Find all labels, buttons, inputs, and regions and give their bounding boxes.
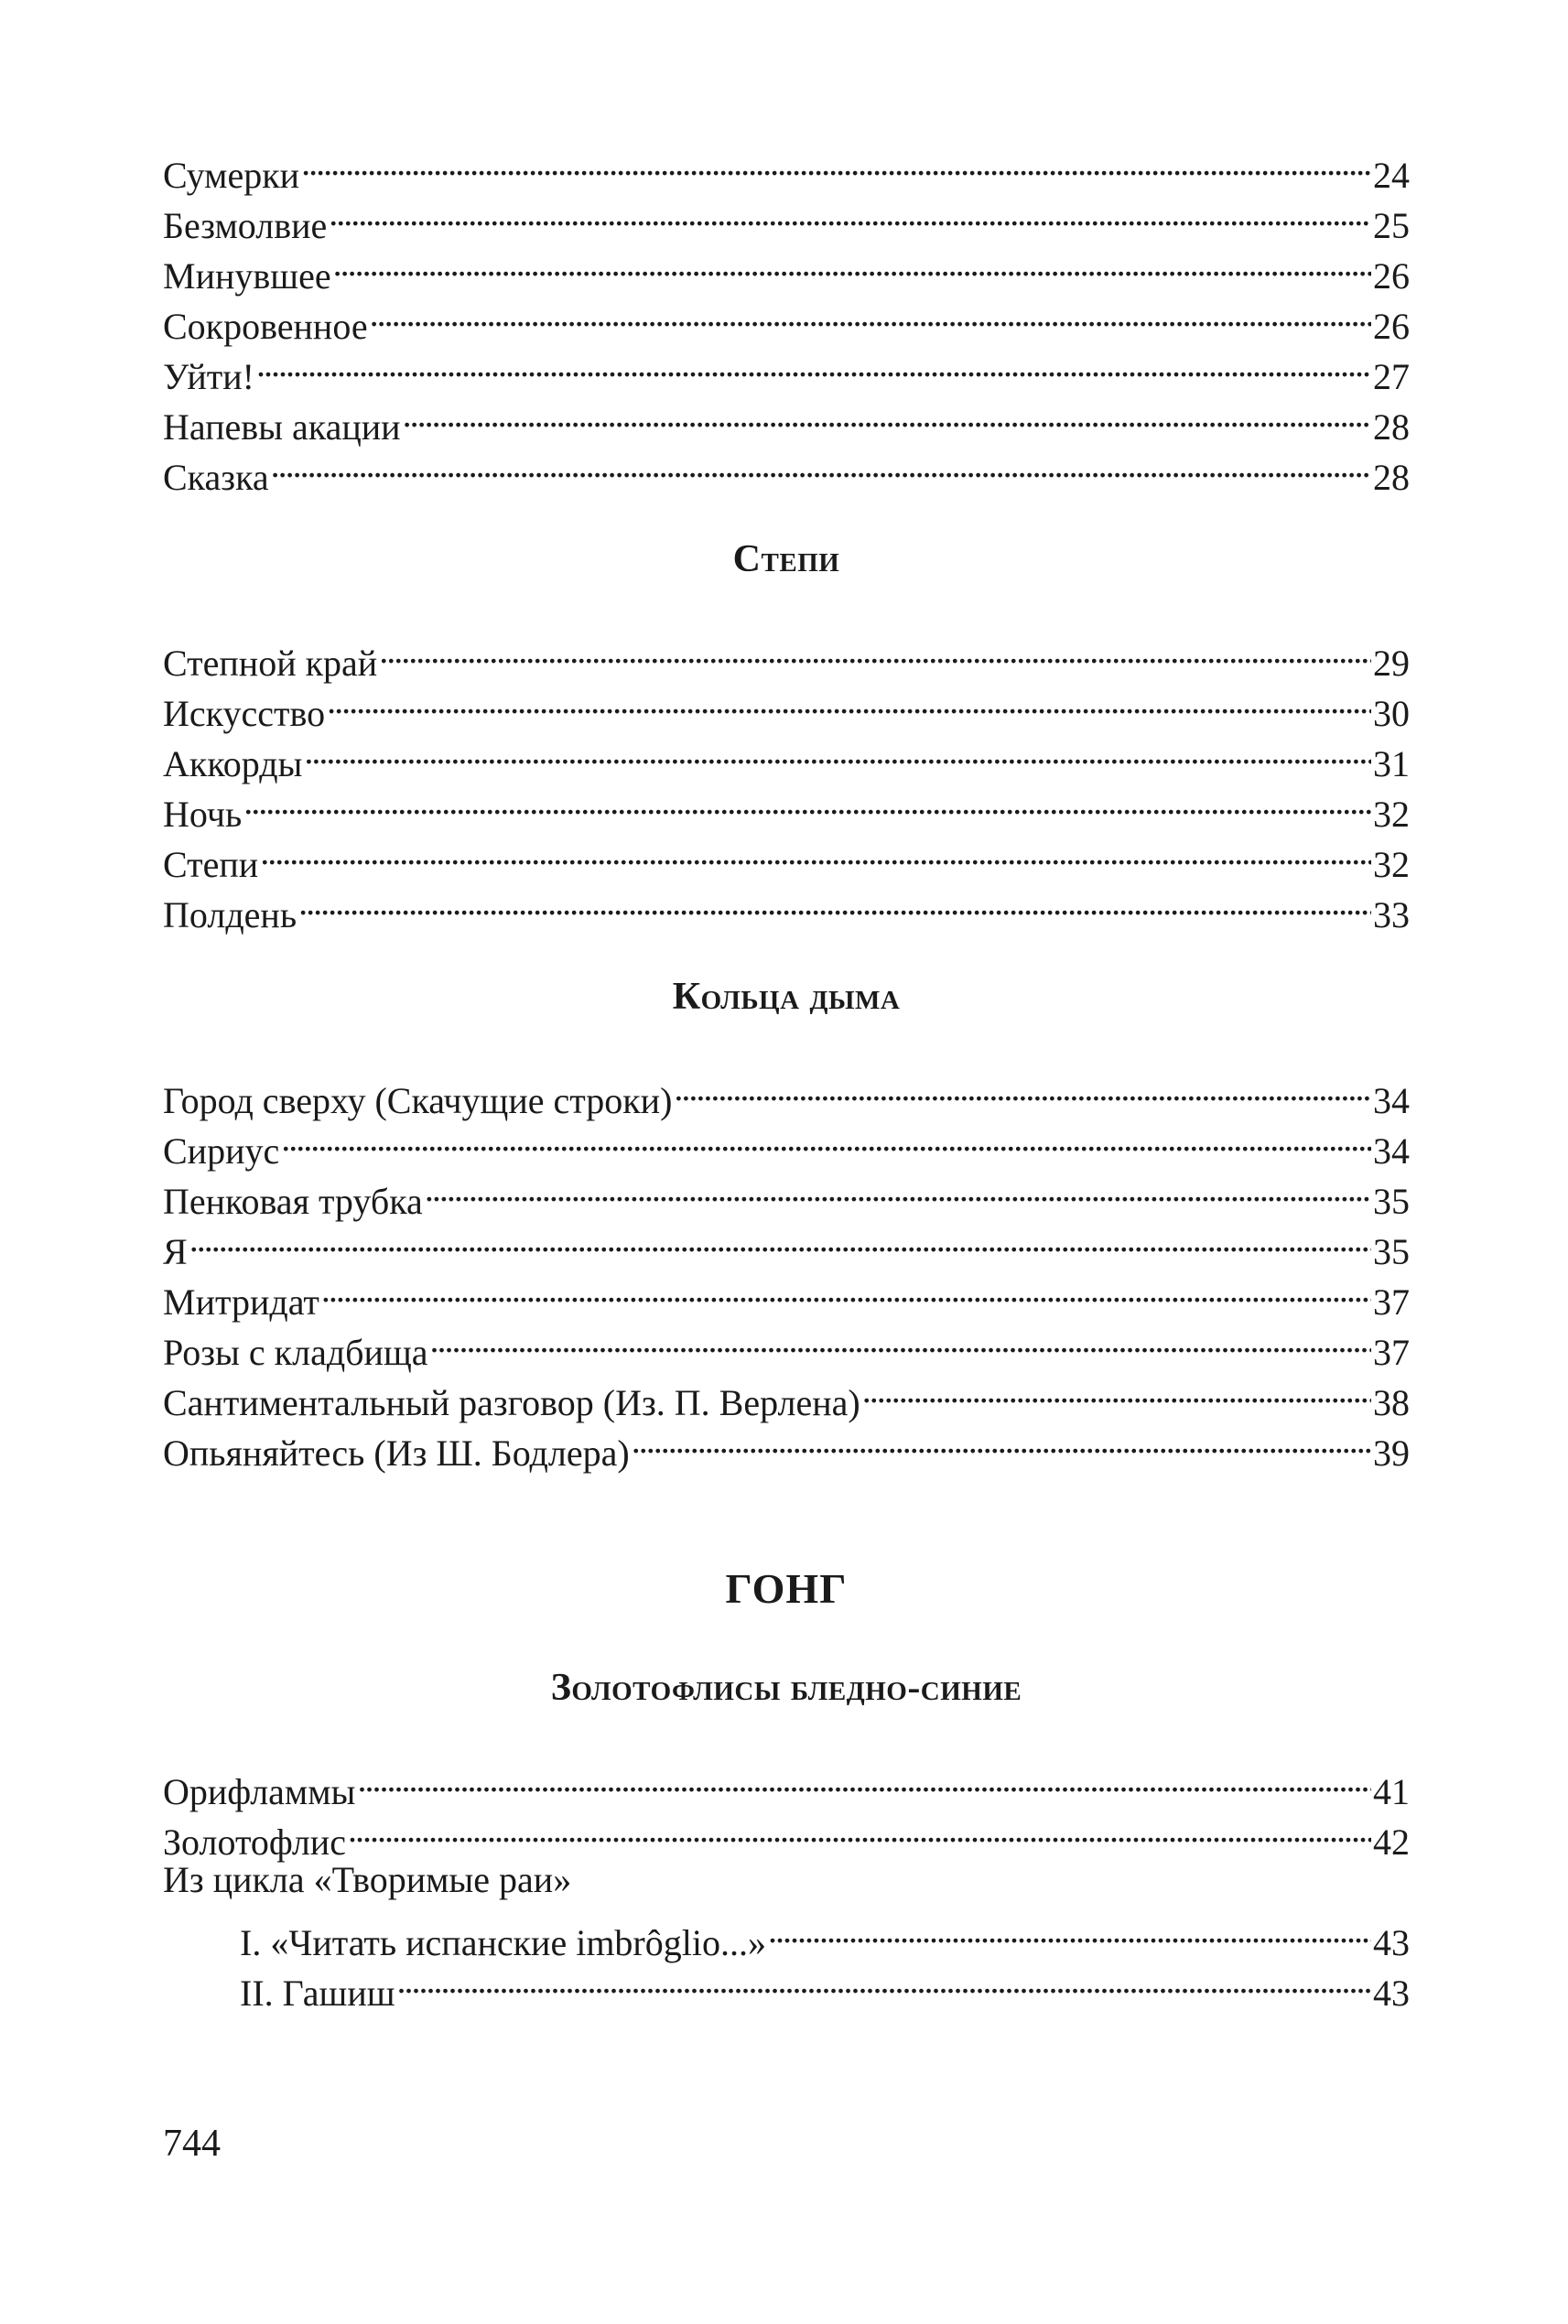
- dot-leader: [768, 1905, 1371, 1955]
- toc-entry-title: I. «Читать испанские imbrôglio...»: [240, 1922, 766, 1963]
- toc-entry-page: 25: [1373, 205, 1410, 246]
- dot-leader: [430, 1314, 1372, 1365]
- toc-entry-title: Уйти!: [163, 356, 254, 397]
- toc-entry-page: 34: [1373, 1080, 1410, 1121]
- toc-entry-title: Орифламмы: [163, 1771, 356, 1812]
- toc-entry: [163, 188, 1410, 246]
- toc-entry-title: Ночь: [163, 794, 243, 835]
- toc-entry-page: 29: [1373, 643, 1410, 684]
- toc-entry-title: Степи: [163, 844, 259, 885]
- toc-entry-page: 32: [1373, 844, 1410, 885]
- toc-entry: [163, 1214, 1410, 1272]
- dot-leader: [403, 389, 1371, 439]
- dot-leader: [397, 1955, 1371, 2005]
- toc-entry-page: 43: [1373, 1973, 1410, 2014]
- toc-entry-title: Город сверху (Скачущие строки): [163, 1080, 673, 1121]
- toc-entry-title: Я: [163, 1231, 188, 1272]
- dot-leader: [189, 1214, 1371, 1264]
- toc-entry-page: 33: [1373, 894, 1410, 935]
- toc-section-stepi: [163, 625, 1410, 935]
- section-heading: Кольца дыма: [672, 976, 901, 1018]
- dot-leader: [370, 288, 1371, 339]
- dot-leader: [862, 1365, 1371, 1415]
- toc-entry: [163, 389, 1410, 448]
- part-heading: ГОНГ: [725, 1565, 848, 1612]
- toc-entry-page: 26: [1373, 255, 1410, 297]
- toc-entry: [163, 776, 1410, 835]
- toc-entry-page: 38: [1373, 1382, 1410, 1423]
- toc-entry-title: Из цикла «Творимые раи»: [163, 1859, 572, 1900]
- toc-entry-title: II. Гашиш: [240, 1973, 395, 2014]
- toc-entry-page: 24: [1373, 155, 1410, 196]
- toc-entry-page: 37: [1373, 1281, 1410, 1323]
- toc-entry-page: 32: [1373, 794, 1410, 835]
- dot-leader: [256, 339, 1371, 389]
- toc-entry-page: 28: [1373, 457, 1410, 498]
- toc-entry-title: Золотофлис: [163, 1821, 346, 1863]
- toc-entry-title: Полдень: [163, 894, 297, 935]
- toc-entry-title: Сказка: [163, 457, 269, 498]
- dot-leader: [260, 827, 1371, 877]
- toc-entry: [163, 339, 1410, 397]
- toc-entry-page: 39: [1373, 1432, 1410, 1474]
- dot-leader: [674, 1063, 1371, 1113]
- dot-leader: [632, 1415, 1371, 1465]
- toc-entry-page: 37: [1373, 1332, 1410, 1373]
- toc-entry-page: 35: [1373, 1181, 1410, 1222]
- section-heading: Степи: [732, 538, 840, 580]
- toc-entry-page: 28: [1373, 406, 1410, 448]
- toc-entry-title: Пенковая трубка: [163, 1181, 423, 1222]
- toc-section-koltsa-dyma: [163, 1063, 1410, 1474]
- toc-entry-page: 26: [1373, 306, 1410, 347]
- toc-entry-title: Минувшее: [163, 255, 331, 297]
- toc-entry-title: Степной край: [163, 643, 378, 684]
- dot-leader: [327, 676, 1371, 726]
- toc-entry: [163, 1113, 1410, 1172]
- toc-entry: [163, 288, 1410, 347]
- toc-entry-title: Аккорды: [163, 743, 303, 784]
- toc-entry-title: Митридат: [163, 1281, 319, 1323]
- toc-entry: [163, 676, 1410, 734]
- toc-entry-page: 43: [1373, 1922, 1410, 1963]
- dot-leader: [304, 726, 1371, 776]
- toc-entry-title: Напевы акации: [163, 406, 401, 448]
- toc-entry: [163, 1905, 1410, 1963]
- dot-leader: [348, 1804, 1371, 1854]
- dot-leader: [329, 188, 1371, 238]
- dot-leader: [301, 137, 1371, 188]
- toc-entry-title: Искусство: [163, 693, 326, 734]
- toc-entry-title: Сумерки: [163, 155, 300, 196]
- page-number: 744: [163, 2123, 221, 2165]
- toc-entry-title: Безмолвие: [163, 205, 328, 246]
- toc-entry-title: Опьяняйтесь (Из Ш. Бодлера): [163, 1432, 630, 1474]
- dot-leader: [298, 877, 1371, 927]
- toc-entry-title: Розы с кладбища: [163, 1332, 428, 1373]
- toc-entry: [163, 439, 1410, 498]
- toc-entry: [163, 1163, 1410, 1222]
- toc-entry-title: Сириус: [163, 1130, 280, 1172]
- toc-entry: [163, 1804, 1410, 1863]
- table-of-contents: [163, 137, 1410, 2014]
- toc-entry-page: 27: [1373, 356, 1410, 397]
- toc-entry-page: 30: [1373, 693, 1410, 734]
- toc-entry-page: 34: [1373, 1130, 1410, 1172]
- dot-leader: [321, 1264, 1371, 1314]
- dot-leader: [425, 1163, 1371, 1214]
- dot-leader: [281, 1113, 1371, 1163]
- toc-section-1: [163, 137, 1410, 498]
- toc-entry-page: 41: [1373, 1771, 1410, 1812]
- toc-entry: [163, 726, 1410, 784]
- dot-leader: [333, 238, 1371, 288]
- toc-entry: [163, 238, 1410, 297]
- toc-entry-page: 42: [1373, 1821, 1410, 1863]
- section-heading: Золотофлисы бледно-синие: [550, 1667, 1022, 1709]
- toc-entry-title: Сантиментальный разговор (Из. П. Верлена): [163, 1382, 860, 1423]
- toc-entry: [163, 877, 1410, 935]
- toc-entry-title: Сокровенное: [163, 306, 368, 347]
- toc-entry: [163, 827, 1410, 885]
- toc-cycle-title: [163, 1854, 1410, 1905]
- toc-entry: [163, 1063, 1410, 1121]
- toc-entry: [163, 137, 1410, 196]
- dot-leader: [357, 1754, 1371, 1804]
- toc-entry: [163, 1754, 1410, 1812]
- toc-section-zolotoflisy: [163, 1754, 1410, 2014]
- toc-entry: [163, 1314, 1410, 1373]
- toc-entry: [163, 1264, 1410, 1323]
- dot-leader: [271, 439, 1371, 490]
- toc-entry-page: 35: [1373, 1231, 1410, 1272]
- toc-entry-page: 31: [1373, 743, 1410, 784]
- dot-leader: [379, 625, 1371, 676]
- dot-leader: [243, 776, 1371, 827]
- toc-entry: [163, 625, 1410, 684]
